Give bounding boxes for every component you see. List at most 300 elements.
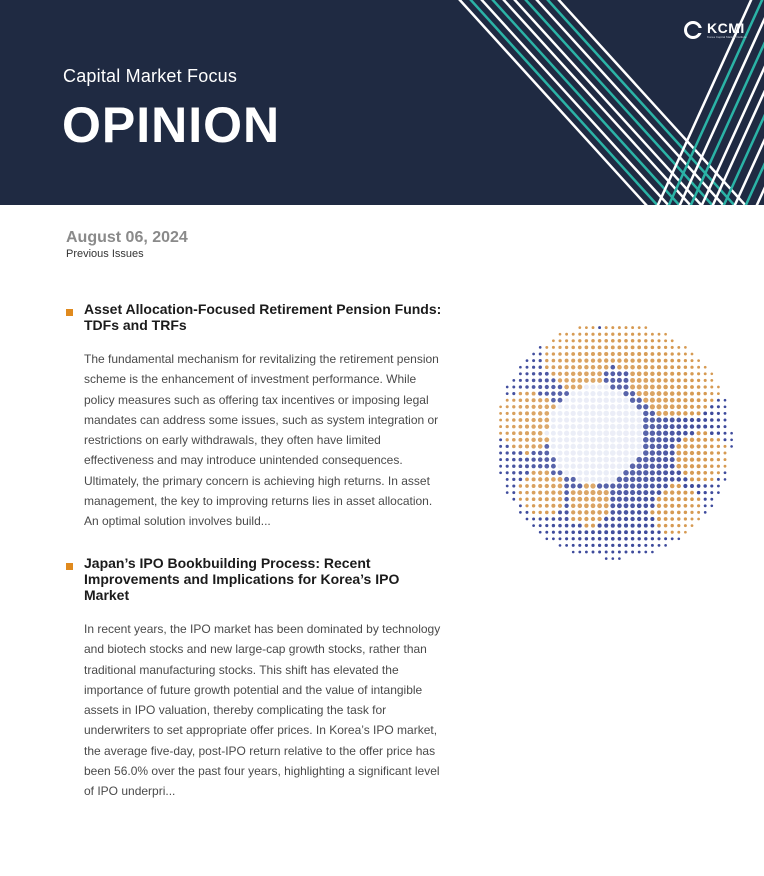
globe-dot [512, 392, 515, 395]
globe-dot [617, 524, 621, 528]
globe-dot [525, 425, 529, 429]
globe-dot [683, 385, 687, 389]
globe-dot [570, 444, 575, 449]
globe-dot [525, 438, 529, 442]
globe-dot [519, 418, 523, 422]
globe-dot [618, 551, 621, 554]
globe-dot [577, 391, 582, 396]
globe-dot [636, 457, 642, 463]
globe-dot [565, 531, 568, 534]
globe-dot [604, 530, 608, 534]
globe-dot [630, 470, 635, 475]
globe-dot [552, 339, 555, 342]
globe-dot [551, 411, 556, 416]
globe-dot [506, 451, 509, 454]
globe-dot [578, 339, 581, 342]
globe-dot [650, 391, 655, 396]
globe-dot [637, 371, 642, 376]
globe-dot [545, 491, 549, 495]
globe-dot [644, 530, 648, 534]
globe-dot [603, 424, 609, 430]
globe-dot [697, 366, 700, 369]
globe-dot [690, 471, 694, 475]
globe-dot [637, 391, 642, 396]
globe-dot [525, 504, 528, 507]
globe-dot [657, 352, 661, 356]
globe-dot [571, 352, 575, 356]
globe-dot [690, 504, 693, 507]
globe-dot [636, 424, 642, 430]
globe-dot [670, 385, 674, 389]
globe-dot [650, 470, 655, 475]
globe-dot [603, 470, 609, 476]
globe-dot [532, 484, 536, 488]
globe-dot [538, 372, 542, 376]
globe-dot [657, 490, 662, 495]
globe-dot [532, 353, 535, 356]
globe-dot [630, 358, 634, 362]
globe-dot [591, 352, 595, 356]
globe-dot [618, 339, 622, 343]
globe-dot [558, 404, 563, 409]
globe-dot [703, 418, 707, 422]
globe-dot [657, 484, 662, 489]
globe-dot [590, 424, 596, 430]
globe-dot [558, 504, 562, 508]
globe-dot [578, 365, 582, 369]
article-card [66, 301, 448, 532]
globe-dot [506, 465, 509, 468]
globe-dot [565, 339, 568, 342]
globe-dot [624, 517, 628, 521]
globe-dot [710, 504, 713, 507]
globe-dot [570, 430, 575, 435]
globe-dot [525, 471, 529, 475]
globe-dot [518, 425, 522, 429]
globe-dot [531, 424, 535, 428]
globe-dot [710, 445, 714, 449]
globe-dot [670, 378, 674, 382]
globe-dot [663, 450, 668, 455]
globe-dot [591, 497, 596, 502]
globe-dot [538, 511, 541, 514]
globe-dot [618, 333, 621, 336]
globe-dot [571, 457, 576, 462]
globe-dot [519, 498, 522, 501]
globe-dot [506, 386, 509, 389]
globe-dot [578, 346, 582, 350]
globe-dot [676, 464, 681, 469]
globe-dot [585, 530, 589, 534]
globe-dot [526, 366, 529, 369]
globe-dot [604, 503, 609, 508]
globe-dot [577, 398, 582, 403]
globe-dot [604, 384, 609, 389]
globe-dot [565, 510, 569, 514]
globe-dot [717, 432, 720, 435]
globe-dot [703, 471, 707, 475]
globe-dot [525, 451, 529, 455]
globe-dot [610, 378, 615, 383]
globe-dot [623, 463, 629, 469]
globe-dot [597, 411, 603, 417]
globe-dot [717, 418, 720, 421]
globe-dot [697, 385, 701, 389]
globe-dot [683, 418, 688, 423]
globe-dot [584, 365, 588, 369]
globe-dot [636, 437, 642, 443]
globe-dot [538, 405, 542, 409]
globe-dot [623, 404, 629, 410]
globe-dot [584, 417, 590, 423]
globe-dot [545, 385, 549, 389]
globe-dot [677, 378, 681, 382]
globe-dot [690, 451, 694, 455]
globe-dot [690, 457, 694, 461]
globe-dot [585, 326, 588, 329]
article-title[interactable]: Asset Allocation-Focused Retirement Pension Funds: TDFs and TRFs [84, 301, 442, 333]
globe-dot [506, 432, 509, 435]
globe-dot [499, 471, 502, 474]
globe-dot [664, 531, 667, 534]
globe-dot [704, 498, 707, 501]
globe-dot [590, 444, 596, 450]
globe-dot [617, 384, 622, 389]
globe-dot [644, 517, 648, 521]
globe-dot [617, 530, 621, 534]
globe-dot [585, 333, 588, 336]
globe-dot [558, 391, 563, 396]
globe-dot [591, 358, 595, 362]
globe-dot [651, 530, 655, 534]
globe-dot [558, 378, 562, 382]
globe-dot [519, 484, 522, 487]
globe-dot [683, 424, 688, 429]
globe-dot [637, 537, 640, 540]
article-title[interactable]: Japan’s IPO Bookbuilding Process: Recent Improvements and Implications for Korea’s IPO Market [84, 555, 400, 603]
kcmi-logo[interactable] [684, 18, 747, 42]
globe-dot [610, 450, 616, 456]
globe-dot [638, 551, 641, 554]
globe-dot [526, 511, 529, 514]
globe-dot [551, 484, 556, 489]
globe-dot [697, 451, 701, 455]
globe-dot [690, 379, 694, 383]
globe-dot [670, 477, 675, 482]
globe-dot [590, 437, 596, 443]
globe-dot [532, 398, 536, 402]
globe-dot [637, 346, 641, 350]
globe-dot [663, 378, 667, 382]
globe-dot [558, 477, 563, 482]
globe-dot [539, 517, 542, 520]
globe-dot [651, 339, 654, 342]
globe-dot [506, 458, 509, 461]
globe-dot [690, 497, 694, 501]
globe-dot [512, 458, 516, 462]
globe-dot [631, 352, 635, 356]
globe-dot [717, 445, 720, 448]
globe-dot [519, 405, 523, 409]
globe-dot [651, 352, 655, 356]
globe-dot [670, 391, 675, 396]
globe-dot [538, 411, 542, 415]
globe-dot [565, 346, 568, 349]
globe-dot [684, 511, 687, 514]
globe-dot [557, 450, 562, 455]
globe-dot [506, 399, 509, 402]
globe-dot [618, 326, 621, 329]
globe-dot [623, 477, 628, 482]
globe-dot [664, 537, 667, 540]
globe-dot [572, 537, 575, 540]
globe-dot [638, 326, 641, 329]
globe-dot [552, 352, 555, 355]
globe-dot [603, 430, 609, 436]
globe-dot [585, 544, 588, 547]
globe-dot [571, 470, 576, 475]
globe-dot [577, 404, 582, 409]
globe-dot [519, 504, 522, 507]
globe-dot [499, 432, 502, 435]
previous-issues-link[interactable]: Previous Issues [66, 248, 144, 260]
globe-dot [656, 464, 661, 469]
globe-dot [571, 504, 575, 508]
globe-dot [650, 359, 654, 363]
globe-dot [630, 477, 635, 482]
globe-dot [631, 339, 635, 343]
globe-dot [577, 430, 583, 436]
globe-dot [558, 510, 562, 514]
globe-dot [512, 491, 515, 494]
globe-dot [657, 510, 661, 514]
globe-dot [545, 484, 549, 488]
globe-dot [637, 477, 642, 482]
globe-dot [657, 378, 662, 383]
globe-dot [532, 366, 535, 369]
globe-dot [656, 437, 661, 442]
globe-dot [603, 463, 609, 469]
globe-dot [703, 444, 707, 448]
globe-dot [605, 326, 608, 329]
globe-dot [697, 438, 701, 442]
globe-dot [512, 399, 515, 402]
globe-dot [604, 483, 609, 488]
globe-dot [643, 477, 648, 482]
globe-dot [683, 464, 687, 468]
globe-dot [605, 557, 608, 560]
globe-dot [571, 391, 576, 396]
globe-dot [506, 418, 509, 421]
globe-dot [710, 425, 714, 429]
globe-dot [657, 524, 661, 528]
globe-dot [552, 365, 556, 369]
globe-dot [532, 471, 536, 475]
globe-dot [644, 524, 648, 528]
globe-dot [551, 431, 556, 436]
globe-dot [578, 544, 581, 547]
globe-dot [631, 333, 634, 336]
globe-dot [684, 524, 687, 527]
globe-dot [630, 444, 636, 450]
globe-dot [643, 444, 649, 450]
globe-dot [597, 477, 602, 482]
globe-dot [532, 491, 536, 495]
globe-dot [577, 477, 582, 482]
globe-dot [598, 333, 601, 336]
globe-dot [677, 471, 682, 476]
globe-dot [519, 478, 523, 482]
globe-dot [584, 450, 590, 456]
globe-dot [499, 425, 502, 428]
globe-dot [630, 365, 635, 370]
globe-dot [525, 458, 529, 462]
globe-dot [558, 359, 562, 363]
globe-dot [551, 391, 556, 396]
globe-dot [611, 345, 615, 349]
globe-dot [670, 490, 674, 494]
globe-dot [571, 378, 576, 383]
globe-dot [611, 333, 614, 336]
globe-dot [558, 517, 562, 521]
globe-dot [637, 352, 641, 356]
globe-dot [636, 444, 642, 450]
globe-dot [598, 345, 602, 349]
globe-dot [571, 524, 575, 528]
globe-dot [531, 464, 535, 468]
globe-dot [650, 450, 655, 455]
globe-dot [630, 450, 636, 456]
globe-dot [631, 537, 635, 541]
globe-dot [724, 445, 727, 448]
globe-dot [630, 503, 635, 508]
globe-dot [591, 371, 596, 376]
globe-dot [664, 544, 667, 547]
globe-dot [643, 490, 648, 495]
globe-dot [697, 411, 701, 415]
globe-dot [525, 444, 529, 448]
globe-dot [557, 417, 562, 422]
globe-dot [544, 411, 549, 416]
globe-dot [571, 359, 575, 363]
globe-dot [591, 537, 595, 541]
globe-dot [710, 399, 713, 402]
globe-dot [710, 458, 714, 462]
globe-dot [637, 524, 641, 528]
globe-dot [670, 504, 674, 508]
stripe-line [513, 0, 703, 205]
globe-dot [697, 471, 701, 475]
globe-dot [591, 333, 594, 336]
globe-dot [559, 537, 562, 540]
globe-dot [644, 326, 647, 329]
globe-dot [617, 378, 622, 383]
globe-dot [610, 411, 616, 417]
globe-dot [597, 404, 603, 410]
globe-dot [604, 497, 609, 502]
globe-dot [512, 425, 516, 429]
globe-dot [690, 431, 694, 435]
globe-dot [643, 411, 648, 416]
globe-dot [683, 477, 687, 481]
globe-dot [584, 490, 589, 495]
globe-dot [650, 457, 655, 462]
globe-dot [697, 464, 701, 468]
globe-dot [703, 425, 707, 429]
globe-dot [512, 451, 516, 455]
globe-dot [677, 531, 680, 534]
globe-dot [630, 371, 635, 376]
globe-dot [610, 430, 616, 436]
globe-dot [557, 431, 562, 436]
globe-dot [597, 470, 603, 476]
globe-dot [677, 477, 681, 481]
globe-dot [643, 430, 649, 436]
globe-dot [631, 530, 635, 534]
globe-dot [650, 430, 655, 435]
globe-dot [506, 425, 509, 428]
globe-dot [604, 391, 609, 396]
globe-dot [650, 378, 655, 383]
globe-dot [584, 437, 590, 443]
globe-dot [643, 378, 648, 383]
globe-dot [590, 430, 596, 436]
globe-dot [663, 497, 667, 501]
globe-dot [532, 385, 536, 389]
globe-dot [564, 411, 569, 416]
globe-dot [618, 544, 621, 547]
globe-dot [590, 470, 595, 475]
globe-dot [557, 457, 562, 462]
globe-dot [518, 438, 522, 442]
globe-dot [564, 464, 569, 469]
globe-dot [603, 477, 608, 482]
globe-dot [617, 444, 623, 450]
globe-dot [597, 497, 602, 502]
globe-dot [624, 503, 629, 508]
globe-dot [637, 404, 642, 409]
globe-dot [657, 385, 662, 390]
globe-dot [584, 463, 589, 468]
globe-dot [558, 531, 561, 534]
globe-dot [558, 346, 561, 349]
globe-dot [611, 551, 614, 554]
globe-dot [591, 530, 595, 534]
globe-dot [604, 371, 609, 376]
globe-dot [623, 457, 629, 463]
globe-dot [571, 510, 575, 514]
globe-dot [611, 339, 615, 343]
globe-dot [617, 430, 623, 436]
globe-dot [663, 411, 668, 416]
globe-dot [670, 411, 675, 416]
globe-dot [590, 391, 595, 396]
globe-dot [617, 517, 621, 521]
globe-dot [664, 346, 667, 349]
globe-dot [545, 471, 550, 476]
globe-dot [683, 451, 688, 456]
globe-dot [664, 372, 668, 376]
globe-dot [656, 424, 661, 429]
globe-dot [697, 498, 700, 501]
globe-dot [650, 510, 654, 514]
globe-dot [611, 517, 615, 521]
globe-dot [551, 372, 555, 376]
globe-dot [617, 497, 622, 502]
globe-dot [532, 372, 535, 375]
globe-dot [623, 398, 628, 403]
globe-dot [697, 392, 701, 396]
